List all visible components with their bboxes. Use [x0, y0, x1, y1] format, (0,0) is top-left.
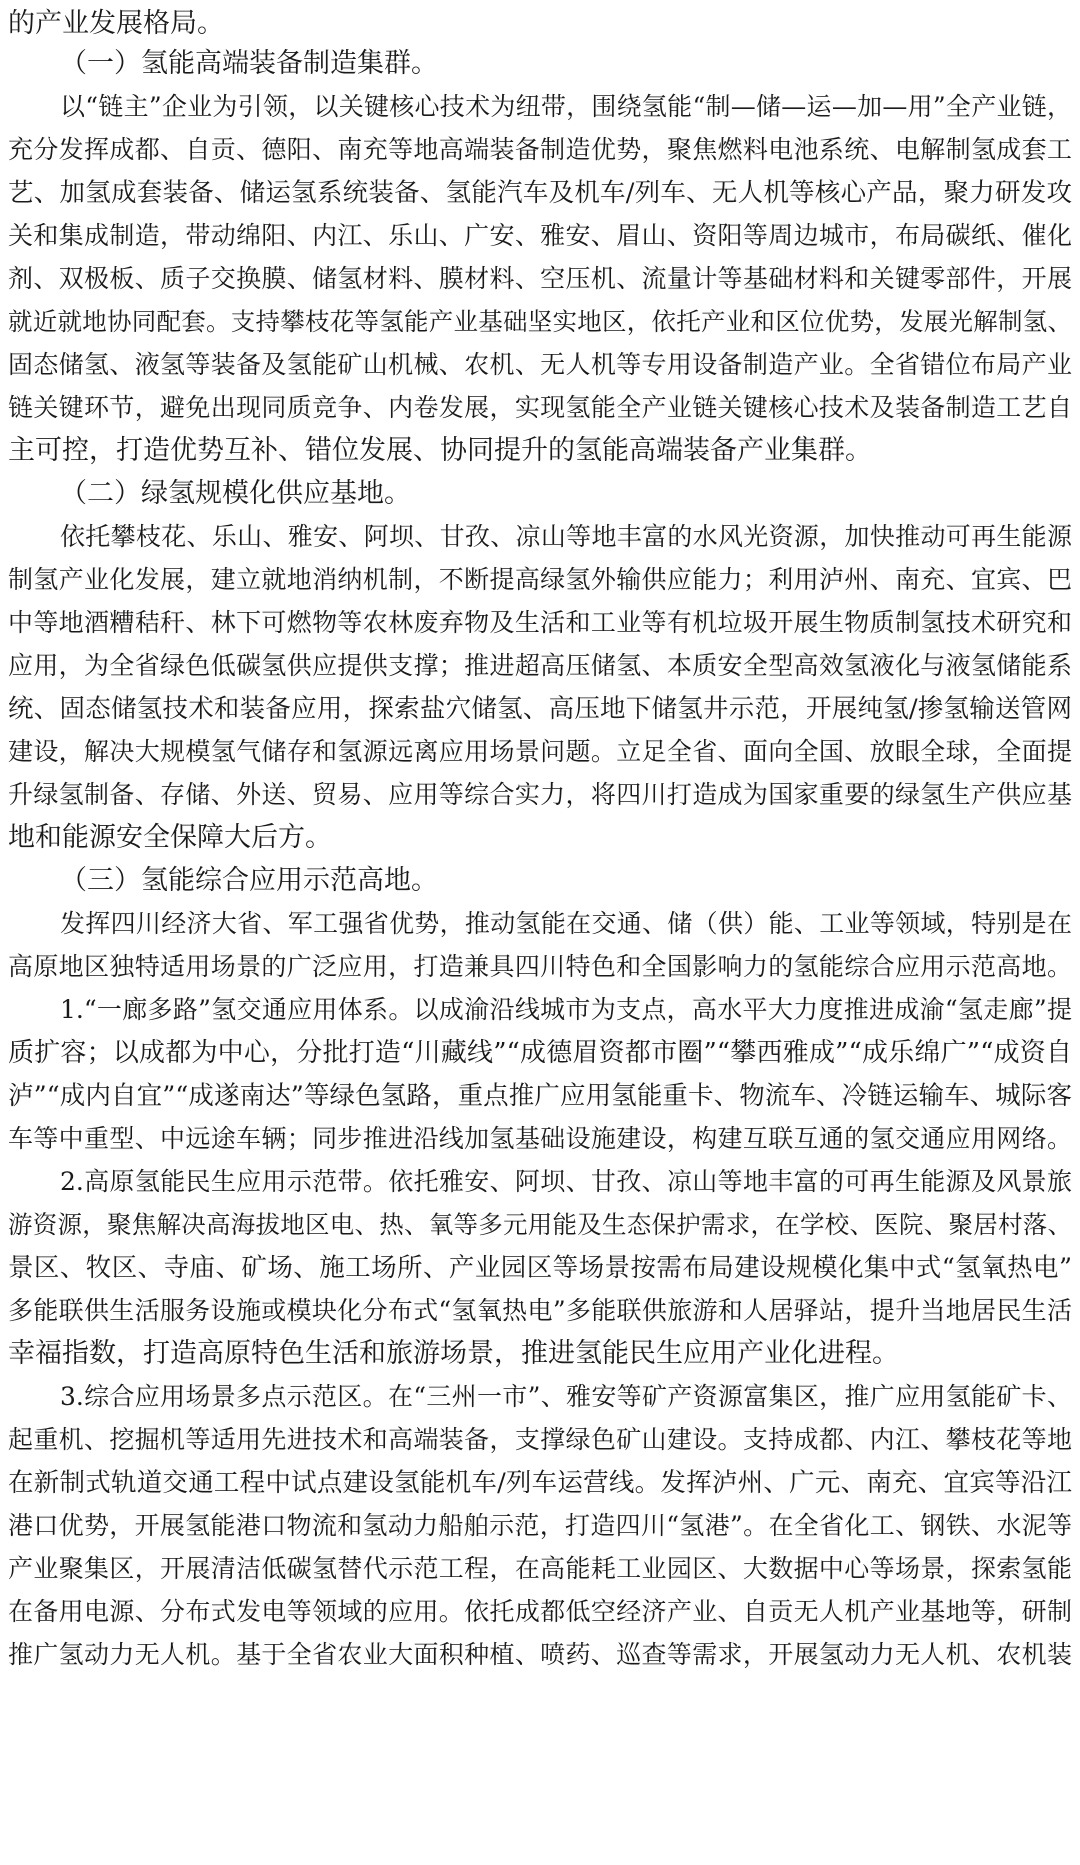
- text-line: 产业聚集区，开展清洁低碳氢替代示范工程，在高能耗工业园区、大数据中心等场景，探索氢能: [8, 1554, 1072, 1583]
- text-line: 高原地区独特适用场景的广泛应用，打造兼具四川特色和全国影响力的氢能综合应用示范高地。: [8, 952, 1072, 981]
- numbered-item-heading: 1.“一廊多路”氢交通应用体系。以成渝沿线城市为支点，高水平大力度推进成渝“氢走廊”提: [60, 995, 1072, 1024]
- section-heading: （一）氢能高端装备制造集群。: [60, 48, 438, 79]
- section-heading: （三）氢能综合应用示范高地。: [60, 865, 438, 896]
- text-line: 就近就地协同配套。支持攀枝花等氢能产业基础坚实地区，依托产业和区位优势，发展光解制氢、: [8, 307, 1072, 336]
- section-heading: （二）绿氢规模化供应基地。: [60, 478, 411, 509]
- text-line: 推广氢动力无人机。基于全省农业大面积种植、喷药、巡查等需求，开展氢动力无人机、农机装: [8, 1640, 1072, 1669]
- text-line: 关和集成制造，带动绵阳、内江、乐山、广安、雅安、眉山、资阳等周边城市，布局碳纸、催化: [8, 221, 1072, 250]
- text-line: 车等中重型、中远途车辆；同步推进沿线加氢基础设施建设，构建互联互通的氢交通应用网络。: [8, 1124, 1072, 1153]
- text-line: 依托攀枝花、乐山、雅安、阿坝、甘孜、凉山等地丰富的水风光资源，加快推动可再生能源: [60, 522, 1072, 551]
- text-line: 港口优势，开展氢能港口物流和氢动力船舶示范，打造四川“氢港”。在全省化工、钢铁、水泥等: [8, 1511, 1072, 1540]
- text-line: 剂、双极板、质子交换膜、储氢材料、膜材料、空压机、流量计等基础材料和关键零部件，开展: [8, 264, 1072, 293]
- text-line: 发挥四川经济大省、军工强省优势，推动氢能在交通、储（供）能、工业等领域，特别是在: [60, 909, 1072, 938]
- text-line: 在新制式轨道交通工程中试点建设氢能机车/列车运营线。发挥泸州、广元、南充、宜宾等沿江: [8, 1468, 1072, 1498]
- numbered-item-heading: 2.高原氢能民生应用示范带。依托雅安、阿坝、甘孜、凉山等地丰富的可再生能源及风景旅: [60, 1167, 1072, 1196]
- text-line: 建设，解决大规模氢气储存和氢源远离应用场景问题。立足全省、面向全国、放眼全球，全面提: [8, 737, 1072, 766]
- text-line: 景区、牧区、寺庙、矿场、施工场所、产业园区等场景按需布局建设规模化集中式“氢氧热电”: [8, 1253, 1072, 1283]
- text-line: 统、固态储氢技术和装备应用，探索盐穴储氢、高压地下储氢井示范，开展纯氢/掺氢输送管网: [8, 694, 1072, 724]
- text-line: 以“链主”企业为引领，以关键核心技术为纽带，围绕氢能“制—储—运—加—用”全产业链，: [60, 92, 1072, 121]
- text-line: 制氢产业化发展，建立就地消纳机制，不断提高绿氢外输供应能力；利用泸州、南充、宜宾、巴: [8, 565, 1072, 594]
- text-line: 升绿氢制备、存储、外送、贸易、应用等综合实力，将四川打造成为国家重要的绿氢生产供应基: [8, 780, 1072, 809]
- text-line: 主可控，打造优势互补、错位发展、协同提升的氢能高端装备产业集群。: [8, 435, 872, 466]
- text-line: 固态储氢、液氢等装备及氢能矿山机械、农机、无人机等专用设备制造产业。全省错位布局产业: [8, 350, 1072, 379]
- text-line: 在备用电源、分布式发电等领域的应用。依托成都低空经济产业、自贡无人机产业基地等，研制: [8, 1597, 1072, 1626]
- text-line: 艺、加氢成套装备、储运氢系统装备、氢能汽车及机车/列车、无人机等核心产品，聚力研发攻: [8, 178, 1072, 208]
- text-line: 游资源，聚焦解决高海拔地区电、热、氧等多元用能及生态保护需求，在学校、医院、聚居村落、: [8, 1210, 1072, 1239]
- text-line: 链关键环节，避免出现同质竞争、内卷发展，实现氢能全产业链关键核心技术及装备制造工艺自: [8, 393, 1072, 422]
- text-line: 应用，为全省绿色低碳氢供应提供支撑；推进超高压储氢、本质安全型高效氢液化与液氢储能系: [8, 651, 1072, 680]
- text-line: 充分发挥成都、自贡、德阳、南充等地高端装备制造优势，聚焦燃料电池系统、电解制氢成套工: [8, 135, 1072, 164]
- text-line: 起重机、挖掘机等适用先进技术和高端装备，支撑绿色矿山建设。支持成都、内江、攀枝花等地: [8, 1425, 1072, 1454]
- text-line: 幸福指数，打造高原特色生活和旅游场景，推进氢能民生应用产业化进程。: [8, 1338, 899, 1369]
- text-line: 多能联供生活服务设施或模块化分布式“氢氧热电”多能联供旅游和人居驿站，提升当地居民生活: [8, 1296, 1072, 1325]
- numbered-item-heading: 3.综合应用场景多点示范区。在“三州一市”、雅安等矿产资源富集区，推广应用氢能矿卡、: [60, 1382, 1072, 1411]
- text-line: 的产业发展格局。: [8, 8, 224, 39]
- text-line: 地和能源安全保障大后方。: [8, 822, 332, 853]
- text-line: 泸”“成内自宜”“成遂南达”等绿色氢路，重点推广应用氢能重卡、物流车、冷链运输车、城际客: [8, 1081, 1072, 1111]
- text-line: 质扩容；以成都为中心，分批打造“川藏线”“成德眉资都市圈”“攀西雅成”“成乐绵广”“成资自: [8, 1038, 1072, 1068]
- text-line: 中等地酒糟秸秆、林下可燃物等农林废弃物及生活和工业等有机垃圾开展生物质制氢技术研究和: [8, 608, 1072, 637]
